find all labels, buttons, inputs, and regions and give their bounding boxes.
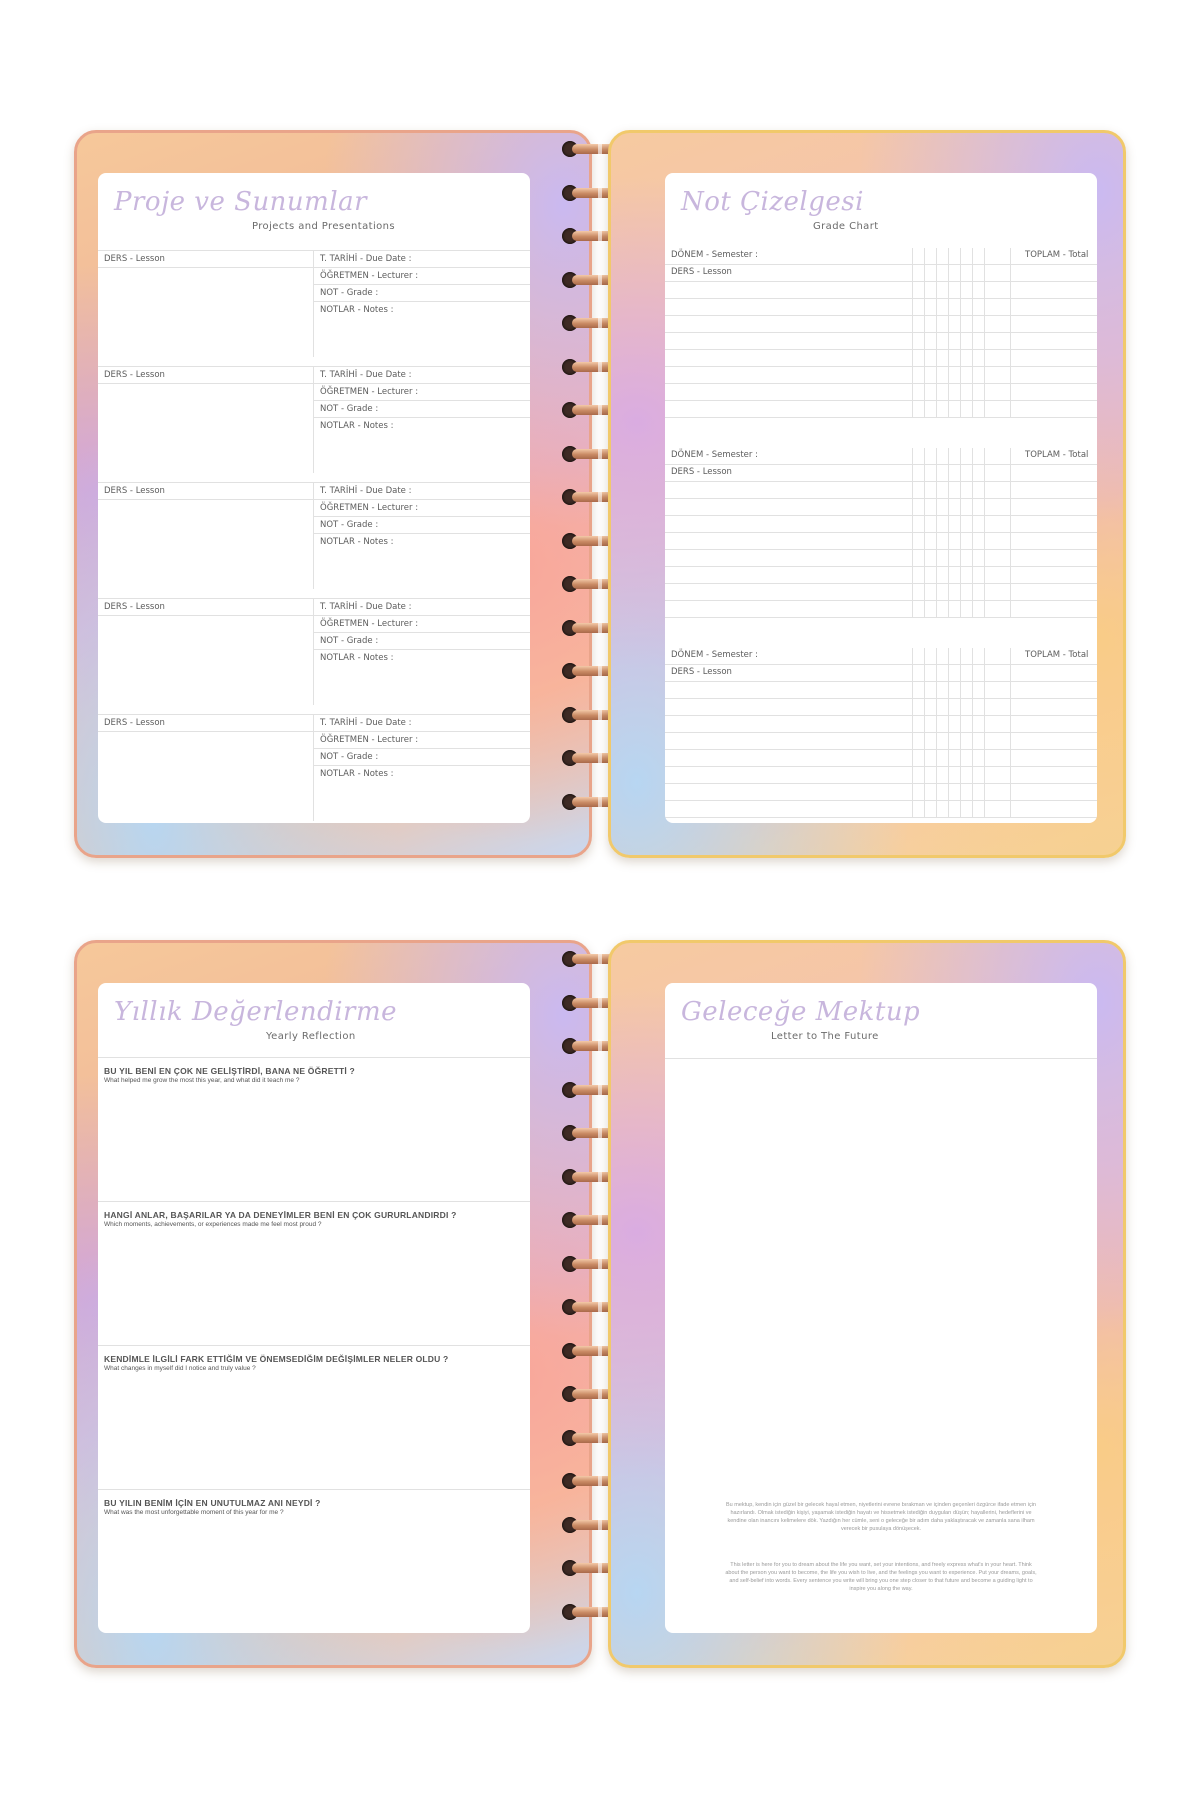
reflection-question — [98, 1489, 530, 1633]
lesson-label: DERS - Lesson — [671, 667, 732, 677]
divider — [665, 1058, 1097, 1059]
page-subtitle: Yearly Reflection — [266, 1031, 356, 1042]
notes-label: NOTLAR - Notes : — [320, 305, 394, 315]
project-block — [98, 366, 530, 473]
letter-intro-en: This letter is here for you to dream about the life you want, set your intentions, and freely express what's in your heart. Think about the person you want to become, the life you wish to live, and the feelings you want to experience. Put your dreams, goals, and self-belief into words. Every sentence you write will bring you one step closer to that future and become a guiding light to inspire you along the way. — [725, 1562, 1037, 1592]
lecturer-label: ÖĞRETMEN - Lecturer : — [320, 387, 419, 397]
grade-label: NOT - Grade : — [320, 404, 379, 414]
notes-label: NOTLAR - Notes : — [320, 537, 394, 547]
project-block — [98, 598, 530, 705]
grade-table — [665, 648, 1097, 818]
lesson-label: DERS - Lesson — [104, 602, 165, 612]
page-title-script: Proje ve Sunumlar — [114, 187, 368, 217]
lecturer-label: ÖĞRETMEN - Lecturer : — [320, 735, 419, 745]
grade-label: NOT - Grade : — [320, 520, 379, 530]
notes-label: NOTLAR - Notes : — [320, 421, 394, 431]
left-cover — [74, 940, 592, 1668]
page-subtitle: Letter to The Future — [771, 1031, 879, 1042]
lesson-label: DERS - Lesson — [671, 267, 732, 277]
lesson-label: DERS - Lesson — [104, 486, 165, 496]
due-date-label: T. TARİHİ - Due Date : — [320, 370, 412, 380]
due-date-label: T. TARİHİ - Due Date : — [320, 254, 412, 264]
planner-spread-top — [74, 130, 1126, 858]
grade-table — [665, 448, 1097, 618]
page-title-script: Yıllık Değerlendirme — [114, 997, 398, 1027]
lecturer-label: ÖĞRETMEN - Lecturer : — [320, 271, 419, 281]
left-cover — [74, 130, 592, 858]
letter-to-future-page — [665, 983, 1097, 1633]
question-tr: BU YIL BENİ EN ÇOK NE GELİŞTİRDİ, BANA NE ÖĞRETTİ ? — [104, 1066, 355, 1076]
total-label: TOPLAM - Total — [1025, 450, 1089, 460]
planner-spread-bottom — [74, 940, 1126, 1668]
lesson-label: DERS - Lesson — [671, 467, 732, 477]
lesson-label: DERS - Lesson — [104, 370, 165, 380]
right-cover — [608, 940, 1126, 1668]
question-en: What changes in myself did I notice and truly value ? — [104, 1365, 256, 1372]
semester-label: DÖNEM - Semester : — [671, 450, 758, 460]
due-date-label: T. TARİHİ - Due Date : — [320, 602, 412, 612]
lecturer-label: ÖĞRETMEN - Lecturer : — [320, 619, 419, 629]
total-label: TOPLAM - Total — [1025, 250, 1089, 260]
grade-label: NOT - Grade : — [320, 636, 379, 646]
question-tr: KENDİMLE İLGİLİ FARK ETTİĞİM VE ÖNEMSEDİĞİM DEĞİŞİMLER NELER OLDU ? — [104, 1354, 449, 1364]
yearly-reflection-page — [98, 983, 530, 1633]
letter-intro-tr: Bu mektup, kendin için güzel bir gelecek hayal etmen, niyetlerini evrene bırakman ve içinden geçenleri özgürce ifade etmen için hazırlandı. Olmak istediğin kişiyi, yaşamak istediğin hayatı ve hissetmek istediğin duyguları düşün; hayallerini, hedeflerini ve kendine olan inancını kelimelere dök. Yazdığın her cümle, seni o geleceğe bir adım daha yaklaştıracak ve zamanla sana ilham verecek bir pusulaya dönüşecek. — [725, 1502, 1036, 1532]
project-block — [98, 250, 530, 357]
right-cover — [608, 130, 1126, 858]
notes-label: NOTLAR - Notes : — [320, 653, 394, 663]
reflection-question — [98, 1057, 530, 1201]
notes-label: NOTLAR - Notes : — [320, 769, 394, 779]
project-block — [98, 482, 530, 589]
projects-page — [98, 173, 530, 823]
lesson-label: DERS - Lesson — [104, 254, 165, 264]
lesson-label: DERS - Lesson — [104, 718, 165, 728]
total-label: TOPLAM - Total — [1025, 650, 1089, 660]
semester-label: DÖNEM - Semester : — [671, 650, 758, 660]
grade-label: NOT - Grade : — [320, 752, 379, 762]
reflection-question — [98, 1345, 530, 1489]
project-block — [98, 714, 530, 821]
question-en: Which moments, achievements, or experiences made me feel most proud ? — [104, 1221, 322, 1228]
question-en: What helped me grow the most this year, and what did it teach me ? — [104, 1077, 300, 1084]
due-date-label: T. TARİHİ - Due Date : — [320, 486, 412, 496]
page-subtitle: Projects and Presentations — [252, 221, 396, 232]
lecturer-label: ÖĞRETMEN - Lecturer : — [320, 503, 419, 513]
page-title-script: Not Çizelgesi — [681, 187, 864, 217]
page-title-script: Geleceğe Mektup — [681, 997, 921, 1027]
semester-label: DÖNEM - Semester : — [671, 250, 758, 260]
grade-table — [665, 248, 1097, 418]
question-en: What was the most unforgettable moment of this year for me ? — [104, 1509, 284, 1516]
grade-chart-page — [665, 173, 1097, 823]
due-date-label: T. TARİHİ - Due Date : — [320, 718, 412, 728]
question-tr: HANGİ ANLAR, BAŞARILAR YA DA DENEYİMLER BENİ EN ÇOK GURURLANDIRDI ? — [104, 1210, 457, 1220]
question-tr: BU YILIN BENİM İÇİN EN UNUTULMAZ ANI NEYDİ ? — [104, 1498, 321, 1508]
page-subtitle: Grade Chart — [813, 221, 879, 232]
reflection-question — [98, 1201, 530, 1345]
grade-label: NOT - Grade : — [320, 288, 379, 298]
